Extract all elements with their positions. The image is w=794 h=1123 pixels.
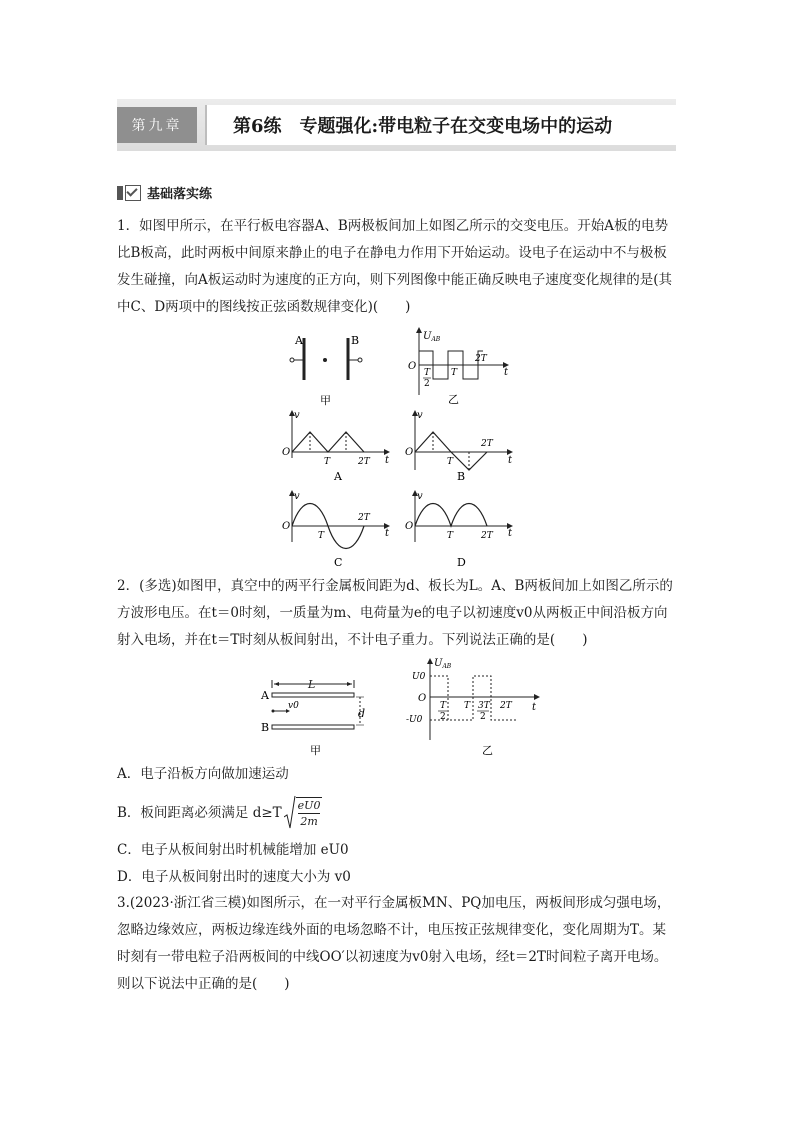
axis-label: U — [423, 331, 432, 342]
origin-label: O — [408, 361, 417, 372]
axis-label: v — [417, 410, 423, 421]
option-b — [117, 795, 322, 831]
axis-label: v — [417, 491, 423, 502]
fraction-denominator: 2m — [300, 815, 318, 828]
question-3-text: 3.(2023·浙江省三模)如图所示，在一对平行金属板MN、PQ加电压，两板间形成匀强电场，忽略边缘效应，两板边缘连线外面的电场忽略不计，电压按正弦规律变化，变化周期为T。某时刻有一带电粒子沿两板间的中线OO′以初速度为v0射入电场，经t＝2T时间粒子离开电场。则以下说法中正确的是( ) — [117, 895, 671, 992]
figure-caption: 甲 — [320, 394, 331, 407]
checkbox-icon — [125, 185, 141, 201]
tick-2t: 2T — [475, 354, 487, 364]
svg-text:UAB — [423, 331, 441, 343]
graph-c — [280, 490, 392, 570]
figure-caption: 乙 — [448, 393, 459, 406]
q2-figure-yi — [368, 658, 543, 758]
t-axis-label: t — [385, 528, 390, 539]
tick-2t: 2T — [481, 439, 493, 449]
figure-caption: 甲 — [310, 744, 321, 757]
figure-caption: 乙 — [482, 744, 493, 757]
gap-label: d — [358, 707, 366, 720]
origin-label: O — [405, 447, 414, 458]
tick-t: T — [464, 701, 471, 711]
tick-half-den: 2 — [424, 379, 430, 389]
graph-caption: A — [334, 470, 342, 483]
fraction-numerator: eU0 — [297, 799, 321, 812]
plate-a-label: A — [295, 334, 303, 347]
plate-a-label: A — [261, 689, 269, 702]
plate-b-label: B — [261, 721, 270, 734]
option-d: D．电子从板间射出时的速度大小为 v0 — [117, 869, 351, 885]
length-label: L — [308, 678, 316, 691]
tick-t: T — [447, 531, 454, 541]
tick-half-den: 2 — [440, 712, 446, 722]
graph-caption: D — [457, 556, 466, 569]
q2-figure-jia — [258, 672, 378, 760]
axis-label: U — [434, 658, 443, 669]
tick-2t: 2T — [358, 513, 370, 523]
tick-t: T — [451, 368, 458, 378]
t-axis-label: t — [508, 528, 513, 539]
t-axis-label: t — [504, 367, 509, 378]
sqrt-expression — [284, 795, 323, 831]
graph-caption: C — [334, 556, 343, 569]
tick-t: T — [324, 457, 331, 467]
fraction — [296, 797, 323, 829]
graph-d — [403, 490, 515, 570]
chapter-header — [117, 99, 676, 151]
chapter-tab: 第九章 — [117, 107, 197, 143]
axis-subscript: AB — [442, 663, 452, 670]
tick-t: T — [447, 457, 454, 467]
question-2-text: 2．(多选)如图甲，真空中的两平行金属板间距为d、板长为L。A、B两板间加上如图乙所示的方波形电压。在t＝0时刻，一质量为m、电荷量为e的电子以初速度v0从两板正中间沿板方向射入电场，并在t＝T时刻从板间射出，不计电子重力。下列说法正确的是( ) — [117, 578, 673, 648]
graph-b — [403, 408, 515, 486]
option-b-text: B．板间距离必须满足 d≥T — [117, 805, 282, 821]
graph-a — [280, 408, 392, 486]
u0-label: U0 — [412, 672, 426, 682]
bar-icon — [117, 186, 123, 200]
t-axis-label: t — [385, 455, 390, 466]
tick-half-t: T — [424, 368, 431, 378]
q1-figure-yi — [403, 325, 513, 410]
page-title: 第6练 专题强化:带电粒子在交变电场中的运动 — [205, 105, 676, 145]
question-1-text: 1．如图甲所示，在平行板电容器A、B两极板间加上如图乙所示的交变电压。开始A板的电势比B板高，此时两板中间原来静止的电子在静电力作用下开始运动。设电子在运动中不与极板发生碰撞，向A板运动时为速度的正方向，则下列图像中能正确反映电子速度变化规律的是(其中C、D两项中的图线按正弦函数规律变化)( ) — [117, 218, 673, 315]
tick-3t: 3T — [478, 701, 490, 711]
tick-2t: 2T — [358, 457, 370, 467]
svg-text:UAB — [434, 658, 452, 670]
graph-caption: B — [457, 470, 466, 483]
axis-label: v — [294, 491, 300, 502]
q1-figure-jia — [280, 332, 380, 410]
option-c: C．电子从板间射出时机械能增加 eU0 — [117, 842, 349, 858]
t-axis-label: t — [532, 702, 537, 713]
tick-2t: 2T — [481, 531, 493, 541]
origin-label: O — [418, 693, 427, 704]
option-a: A．电子沿板方向做加速运动 — [117, 766, 289, 782]
tick-half-t: T — [440, 701, 447, 711]
velocity-label: v0 — [288, 701, 299, 711]
section-heading — [117, 183, 212, 202]
sqrt-icon — [284, 795, 296, 831]
section-label: 基础落实练 — [147, 187, 213, 202]
origin-label: O — [282, 521, 291, 532]
origin-label: O — [282, 447, 291, 458]
tick-2t: 2T — [500, 701, 512, 711]
tick-3t-den: 2 — [480, 712, 486, 722]
axis-subscript: AB — [431, 336, 441, 343]
origin-label: O — [405, 521, 414, 532]
plate-b-label: B — [351, 334, 360, 347]
neg-u0-label: -U0 — [406, 715, 423, 725]
tick-t: T — [318, 531, 325, 541]
axis-label: v — [294, 410, 300, 421]
t-axis-label: t — [508, 455, 513, 466]
